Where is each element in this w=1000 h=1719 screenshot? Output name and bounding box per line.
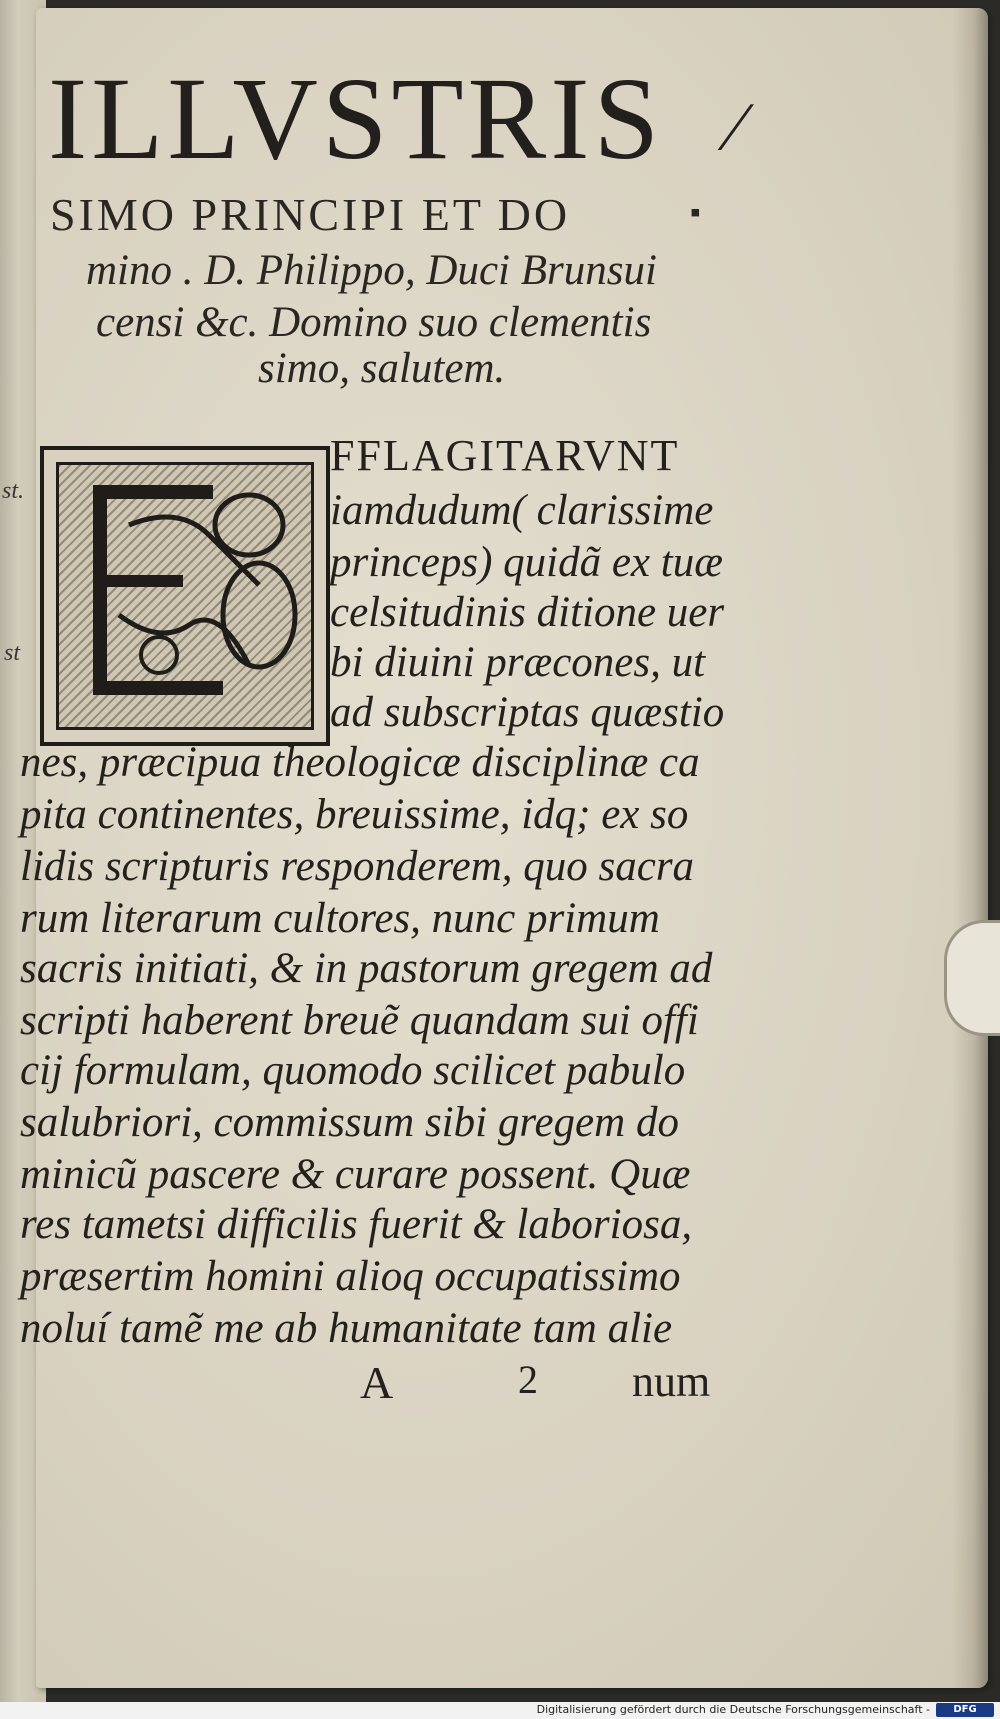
dedication-line-3: simo, salutem. xyxy=(258,345,506,392)
page-edge-shadow xyxy=(952,8,988,1688)
dedication-line-2: censi &c. Domino suo clementis xyxy=(96,299,652,346)
body-line: bi diuini præcones, ut xyxy=(330,639,706,686)
body-line: sacris initiati, & in pastorum gregem ad xyxy=(20,945,713,992)
body-line: noluí tamẽ me ab humanitate tam alie xyxy=(20,1305,673,1352)
body-line: salubriori, commissum sibi gregem do xyxy=(20,1099,679,1146)
title-line-2: SIMO PRINCIPI ET DO xyxy=(50,189,571,240)
body-line: præsertim homini alioq occupatissimo xyxy=(20,1253,681,1300)
hyphen-mark: ⁄ xyxy=(730,89,742,166)
body-line: res tametsi difficilis fuerit & laboriosa, xyxy=(20,1201,693,1248)
body-line: lidis scripturis responderem, quo sacra xyxy=(20,843,695,890)
body-line: scripti haberent breuẽ quandam sui offi xyxy=(20,997,699,1044)
margin-note-1: st. xyxy=(2,478,25,504)
hyphen-mark-2: ▪ xyxy=(690,196,701,229)
body-line: celsitudinis ditione uer xyxy=(330,589,725,636)
body-line-caps: FFLAGITARVNT xyxy=(330,431,680,480)
page-clip xyxy=(944,920,1000,1036)
dedication-line-1: mino . D. Philippo, Duci Brunsui xyxy=(86,247,657,294)
decorated-initial xyxy=(40,446,330,746)
body-line: cij formulam, quomodo scilicet pabulo xyxy=(20,1047,686,1094)
body-line: pita continentes, breuissime, idq; ex so xyxy=(20,791,689,838)
body-line: nes, præcipua theologicæ disciplinæ ca xyxy=(20,739,700,786)
margin-note-2: st xyxy=(4,640,21,666)
body-line: minicũ pascere & curare possent. Quæ xyxy=(20,1151,691,1198)
signature-number: 2 xyxy=(518,1357,538,1402)
signature-letter: A xyxy=(360,1357,394,1408)
woodcut-figure-icon xyxy=(59,465,309,725)
body-line: rum literarum cultores, nunc primum xyxy=(20,895,660,942)
body-line: ad subscriptas quæstio xyxy=(330,689,725,736)
body-line: princeps) quidã ex tuæ xyxy=(330,539,723,586)
catchword: num xyxy=(632,1357,711,1406)
footer-credit: Digitalisierung gefördert durch die Deutsche Forschungsgemeinschaft - xyxy=(536,1703,930,1716)
initial-woodcut xyxy=(56,462,314,730)
title-heading: ILLVSTRIS xyxy=(48,53,664,184)
dfg-logo: DFG xyxy=(936,1703,994,1717)
body-line: iamdudum( clarissime xyxy=(330,487,714,534)
